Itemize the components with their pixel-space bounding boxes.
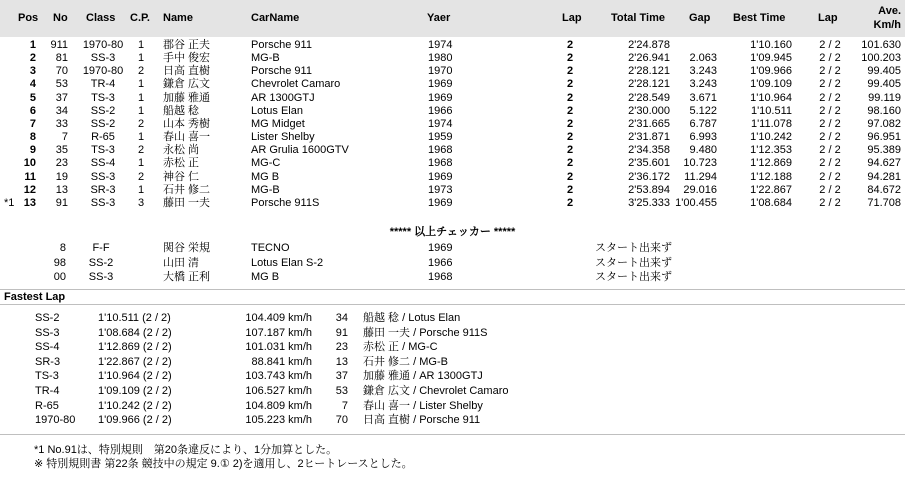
class-position: 2 (137, 65, 145, 78)
result-row (0, 184, 905, 197)
car-year: 1969 (428, 91, 453, 104)
lap-speed: 107.187 km/h (245, 326, 312, 339)
driver-name: 藤田 一夫 (163, 196, 211, 209)
driver-name: 手中 俊宏 (163, 52, 211, 65)
best-lap: 2 / 2 (819, 196, 841, 209)
driver-name: 山田 清 (163, 256, 200, 269)
gap: 1'00.455 (675, 196, 717, 209)
car-number: 53 (55, 78, 68, 91)
class-position: 1 (137, 183, 145, 196)
total-time: 2'30.000 (628, 104, 670, 117)
average-speed: 97.082 (867, 117, 901, 130)
lap-speed: 103.743 km/h (245, 370, 312, 383)
car-number: 91 (335, 326, 348, 339)
car-year: 1966 (428, 104, 453, 117)
driver-name: 赤松 正 (163, 157, 200, 170)
class: TS-3 (91, 91, 115, 104)
position: 4 (29, 78, 36, 91)
driver-name: 日高 直樹 (163, 65, 211, 78)
car-name: AR 1300GTJ (251, 91, 315, 104)
driver-car: 石井 修二 / MG-B (363, 355, 448, 368)
lap-time: 1'08.684 (2 / 2) (98, 326, 172, 339)
car-year: 1968 (428, 144, 453, 157)
position: 5 (29, 91, 36, 104)
average-speed: 95.389 (867, 144, 901, 157)
fastest-lap-row (0, 385, 905, 398)
class-position: 3 (137, 196, 145, 209)
driver-name: 永松 尚 (163, 144, 200, 157)
total-time: 2'35.601 (628, 157, 670, 170)
gap: 6.787 (689, 117, 717, 130)
total-time: 2'24.878 (628, 39, 670, 51)
lap-speed: 104.409 km/h (245, 312, 312, 324)
best-lap: 2 / 2 (819, 104, 841, 117)
car-year: 1974 (428, 39, 453, 51)
dns-row (0, 242, 905, 255)
fastest-lap-rule (0, 304, 905, 305)
car-year: 1973 (428, 183, 453, 196)
lap-time: 1'22.867 (2 / 2) (98, 355, 172, 368)
car-name: Lister Shelby (251, 131, 315, 144)
average-speed: 99.119 (868, 91, 901, 104)
lap-time: 1'09.109 (2 / 2) (98, 385, 172, 397)
best-time: 1'08.684 (750, 196, 792, 209)
total-time: 2'31.871 (628, 131, 670, 144)
car-number: 53 (335, 385, 348, 397)
best-time: 1'09.109 (750, 78, 792, 91)
fastest-lap-row (0, 414, 905, 427)
car-number: 70 (55, 65, 68, 78)
result-row (0, 52, 905, 65)
laps: 2 (566, 78, 574, 91)
laps: 2 (566, 196, 574, 209)
driver-name: 郡谷 正夫 (163, 39, 211, 51)
total-time: 2'28.549 (628, 91, 670, 104)
header-gap: Gap (689, 12, 711, 24)
car-year: 1969 (428, 196, 453, 209)
gap: 5.122 (689, 104, 717, 117)
best-lap: 2 / 2 (819, 52, 841, 65)
footnote-1: *1 No.91は、特別規則 第20条違反により、1分加算とした。 (34, 444, 338, 456)
class: TS-3 (35, 370, 59, 383)
position: 8 (29, 131, 36, 144)
driver-name: 春山 喜一 (163, 131, 211, 144)
car-year: 1969 (428, 242, 453, 254)
class: SS-2 (88, 256, 114, 269)
driver-car: 鎌倉 広文 / Chevrolet Camaro (363, 385, 509, 397)
lap-speed: 101.031 km/h (245, 341, 312, 354)
class: TR-4 (35, 385, 60, 397)
average-speed: 101.630 (861, 39, 901, 51)
best-time: 1'10.242 (750, 131, 792, 144)
class-position: 1 (137, 52, 145, 65)
car-name: Lotus Elan S-2 (251, 256, 324, 269)
result-row (0, 131, 905, 144)
position: 6 (29, 104, 36, 117)
class: 1970-80 (82, 39, 124, 51)
fastest-lap-row (0, 400, 905, 413)
header-cp: C.P. (130, 12, 150, 24)
header-no: No (53, 12, 68, 24)
best-time: 1'11.078 (750, 117, 792, 130)
driver-name: 石井 修二 (163, 183, 211, 196)
total-time: 2'53.894 (628, 183, 670, 196)
laps: 2 (566, 52, 574, 65)
car-number: 98 (53, 256, 66, 269)
car-year: 1966 (428, 256, 453, 269)
dns-status: スタート出来ず (595, 271, 672, 283)
result-row (0, 65, 905, 78)
car-number: 911 (50, 39, 68, 51)
header-year: Yaer (427, 12, 451, 24)
car-name: Porsche 911S (251, 196, 320, 209)
car-number: 19 (55, 170, 68, 183)
class-position: 2 (137, 117, 145, 130)
driver-car: 船越 稔 / Lotus Elan (363, 312, 461, 324)
driver-name: 山本 秀樹 (163, 117, 211, 130)
total-time: 2'26.941 (628, 52, 670, 65)
car-number: 23 (335, 341, 348, 354)
position: 2 (29, 52, 36, 65)
lap-time: 1'12.869 (2 / 2) (98, 341, 172, 354)
total-time: 2'28.121 (628, 78, 670, 91)
car-number: 23 (55, 157, 68, 170)
car-number: 7 (341, 399, 348, 412)
footnote-2: ※ 特別規則書 第22条 競技中の規定 9.① 2)を適用し、2ヒートレースとした。 (34, 458, 413, 470)
class-position: 1 (137, 91, 145, 104)
header-carname: CarName (251, 12, 300, 24)
gap: 9.480 (689, 144, 717, 157)
car-number: 13 (55, 183, 68, 196)
driver-name: 関谷 栄規 (163, 242, 211, 254)
best-lap: 2 / 2 (819, 65, 841, 78)
car-number: 81 (55, 52, 68, 65)
fastest-lap-row (0, 341, 905, 354)
best-time: 1'12.353 (750, 144, 792, 157)
total-time: 2'31.665 (628, 117, 670, 130)
average-speed: 96.951 (867, 131, 901, 144)
result-row (0, 39, 905, 52)
gap: 3.671 (689, 91, 717, 104)
class: SR-3 (35, 355, 61, 368)
laps: 2 (566, 170, 574, 183)
best-time: 1'09.966 (750, 65, 792, 78)
car-name: MG B (251, 271, 280, 283)
car-name: MG Midget (251, 117, 305, 130)
lap-speed: 104.809 km/h (245, 399, 312, 412)
class-position: 1 (137, 131, 145, 144)
class-position: 1 (137, 157, 145, 170)
result-row (0, 197, 905, 210)
class: R-65 (35, 399, 59, 412)
lap-time: 1'10.964 (2 / 2) (98, 370, 172, 383)
lap-speed: 88.841 km/h (251, 355, 312, 368)
car-number: 35 (55, 144, 68, 157)
car-name: Chevrolet Camaro (251, 78, 341, 91)
class: SR-3 (90, 183, 116, 196)
car-number: 33 (55, 117, 68, 130)
class: SS-2 (90, 104, 116, 117)
results-table-header (0, 0, 905, 37)
fastest-lap-row (0, 327, 905, 340)
car-name: TECNO (251, 242, 290, 254)
best-time: 1'09.945 (750, 52, 792, 65)
laps: 2 (566, 104, 574, 117)
result-row (0, 92, 905, 105)
total-time: 2'36.172 (628, 170, 670, 183)
header-ave: Ave. (878, 5, 901, 17)
driver-car: 日高 直樹 / Porsche 911 (363, 414, 481, 427)
average-speed: 94.627 (867, 157, 901, 170)
best-lap: 2 / 2 (819, 117, 841, 130)
driver-car: 加藤 雅通 / AR 1300GTJ (363, 370, 483, 383)
laps: 2 (566, 157, 574, 170)
driver-name: 大橋 正利 (163, 271, 211, 283)
class-position: 2 (137, 170, 145, 183)
car-number: 34 (335, 312, 348, 324)
car-name: AR Grulia 1600GTV (251, 144, 349, 157)
gap: 2.063 (689, 52, 717, 65)
car-number: 37 (55, 91, 68, 104)
class: SS-3 (88, 271, 114, 283)
result-row (0, 118, 905, 131)
car-number: 8 (59, 242, 66, 254)
total-time: 2'28.121 (628, 65, 670, 78)
car-name: Lotus Elan (251, 104, 303, 117)
position: 7 (29, 117, 36, 130)
average-speed: 98.160 (867, 104, 901, 117)
car-number: 91 (55, 196, 68, 209)
class: 1970-80 (35, 414, 76, 427)
car-year: 1959 (428, 131, 453, 144)
fastest-lap-row (0, 370, 905, 383)
best-time: 1'10.964 (750, 91, 792, 104)
car-name: MG B (251, 170, 280, 183)
best-lap: 2 / 2 (819, 144, 841, 157)
laps: 2 (566, 131, 574, 144)
best-lap: 2 / 2 (819, 39, 841, 51)
driver-name: 神谷 仁 (163, 170, 200, 183)
dns-row (0, 271, 905, 284)
class: SS-3 (90, 52, 116, 65)
result-row (0, 144, 905, 157)
gap: 11.294 (684, 170, 717, 183)
class: R-65 (91, 131, 115, 144)
total-time: 2'34.358 (628, 144, 670, 157)
laps: 2 (566, 65, 574, 78)
total-time: 3'25.333 (628, 196, 670, 209)
notes-rule (0, 434, 905, 435)
driver-name: 加藤 雅通 (163, 91, 211, 104)
header-name: Name (163, 12, 193, 24)
best-lap: 2 / 2 (819, 91, 841, 104)
gap: 3.243 (689, 65, 717, 78)
car-name: MG-C (251, 157, 281, 170)
driver-car: 赤松 正 / MG-C (363, 341, 438, 354)
driver-car: 藤田 一夫 / Porsche 911S (363, 326, 488, 339)
class: SS-3 (90, 170, 116, 183)
best-lap: 2 / 2 (819, 78, 841, 91)
car-number: 00 (53, 271, 66, 283)
lap-time: 1'10.242 (2 / 2) (98, 399, 172, 412)
gap: 3.243 (689, 78, 717, 91)
class: SS-2 (35, 312, 60, 324)
penalty-note: *1 (4, 196, 15, 209)
header-class: Class (86, 12, 116, 24)
class: SS-4 (90, 157, 116, 170)
laps: 2 (566, 144, 574, 157)
average-speed: 99.405 (867, 65, 901, 78)
lap-time: 1'10.511 (2 / 2) (98, 312, 171, 324)
dns-status: スタート出来ず (595, 242, 672, 254)
best-lap: 2 / 2 (819, 183, 841, 196)
car-name: Porsche 911 (251, 39, 312, 51)
laps: 2 (566, 91, 574, 104)
average-speed: 94.281 (867, 170, 901, 183)
position: 1 (29, 39, 36, 51)
car-year: 1968 (428, 157, 453, 170)
gap: 6.993 (689, 131, 717, 144)
average-speed: 71.708 (867, 196, 901, 209)
result-row (0, 171, 905, 184)
best-time: 1'10.160 (750, 39, 792, 51)
header-kmh: Km/h (873, 19, 901, 31)
car-year: 1980 (428, 52, 453, 65)
lap-time: 1'09.966 (2 / 2) (98, 414, 172, 427)
driver-name: 鎌倉 広文 (163, 78, 211, 91)
car-year: 1970 (428, 65, 453, 78)
class-position: 1 (137, 78, 145, 91)
lap-speed: 106.527 km/h (245, 385, 312, 397)
fastest-lap-row (0, 312, 905, 325)
laps: 2 (566, 183, 574, 196)
best-time: 1'12.188 (750, 170, 792, 183)
car-number: 37 (335, 370, 348, 383)
class: 1970-80 (82, 65, 124, 78)
gap: 10.723 (683, 157, 717, 170)
dns-status: スタート出来ず (595, 256, 672, 269)
class-position: 1 (137, 104, 145, 117)
car-year: 1974 (428, 117, 453, 130)
car-name: MG-B (251, 52, 280, 65)
checker-line: ***** 以上チェッカー ***** (389, 226, 516, 238)
position: 11 (24, 170, 36, 183)
class: TR-4 (90, 78, 116, 91)
result-row (0, 78, 905, 91)
result-row (0, 157, 905, 170)
class: SS-2 (90, 117, 116, 130)
position: 13 (23, 196, 36, 209)
gap: 29.016 (683, 183, 717, 196)
best-time: 1'12.869 (750, 157, 792, 170)
car-name: Porsche 911 (251, 65, 312, 78)
header-best-lap: Lap (818, 12, 838, 24)
car-name: MG-B (251, 183, 280, 196)
class: SS-3 (90, 196, 116, 209)
header-lap: Lap (562, 12, 582, 24)
best-lap: 2 / 2 (819, 131, 841, 144)
class: TS-3 (91, 144, 115, 157)
average-speed: 99.405 (867, 78, 901, 91)
laps: 2 (566, 117, 574, 130)
lap-speed: 105.223 km/h (245, 414, 312, 427)
header-total-time: Total Time (611, 12, 665, 24)
header-pos: Pos (18, 12, 39, 24)
laps: 2 (566, 39, 574, 51)
car-number: 70 (335, 414, 348, 427)
driver-car: 春山 喜一 / Lister Shelby (363, 399, 483, 412)
driver-name: 船越 稔 (163, 104, 200, 117)
fastest-lap-row (0, 356, 905, 369)
header-best-time: Best Time (733, 12, 786, 24)
car-number: 7 (61, 131, 68, 144)
position: 9 (29, 144, 36, 157)
average-speed: 84.672 (867, 183, 901, 196)
best-lap: 2 / 2 (819, 157, 841, 170)
car-year: 1968 (428, 271, 453, 283)
dns-row (0, 257, 905, 270)
class: SS-4 (35, 341, 60, 354)
class: F-F (92, 242, 110, 254)
position: 10 (23, 157, 36, 170)
class-position: 2 (137, 144, 145, 157)
average-speed: 100.203 (861, 52, 901, 65)
footnotes (34, 443, 413, 471)
fastest-lap-top-rule (0, 289, 905, 290)
position: 12 (23, 183, 36, 196)
car-number: 34 (55, 104, 68, 117)
best-time: 1'10.511 (750, 104, 792, 117)
fastest-lap-title: Fastest Lap (4, 291, 66, 303)
best-time: 1'22.867 (750, 183, 792, 196)
class-position: 1 (137, 39, 145, 51)
car-year: 1969 (428, 78, 453, 91)
car-year: 1969 (428, 170, 453, 183)
car-number: 13 (335, 355, 348, 368)
result-row (0, 105, 905, 118)
position: 3 (29, 65, 36, 78)
best-lap: 2 / 2 (819, 170, 841, 183)
class: SS-3 (35, 326, 60, 339)
